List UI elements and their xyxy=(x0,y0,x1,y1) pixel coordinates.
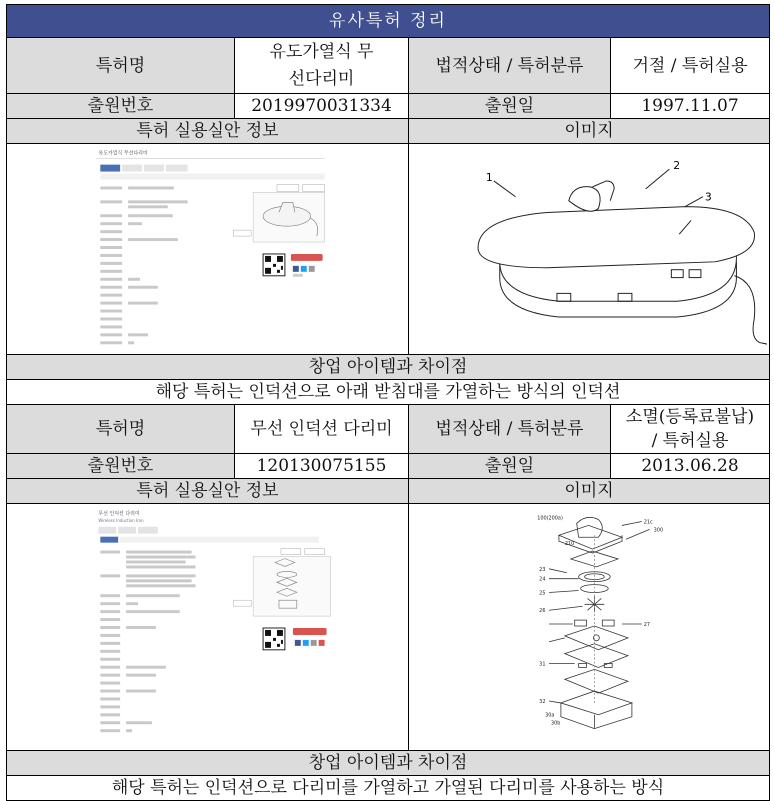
application-number: 120130075155 xyxy=(235,454,409,479)
ref-label-31: 31 xyxy=(539,661,546,668)
patent-info-label: 특허 실용실안 정보 xyxy=(7,479,409,504)
patent-db-screenshot xyxy=(7,504,409,751)
table-title: 유사특허 정리 xyxy=(7,5,770,38)
application-date-label: 출원일 xyxy=(409,94,611,119)
patent-name-label: 특허명 xyxy=(7,38,235,94)
patent-summary-sheet xyxy=(6,4,769,801)
application-number-label: 출원번호 xyxy=(7,94,235,119)
patent-name: 유도가열식 무선다리미 xyxy=(235,38,409,94)
ref-label-100: 100(200a) xyxy=(537,515,563,522)
image-label: 이미지 xyxy=(409,479,770,504)
application-date: 2013.06.28 xyxy=(611,454,770,479)
patent-drawing-2 xyxy=(409,504,770,751)
iron-on-base-drawing xyxy=(411,144,767,354)
screenshot-subtitle: Wireless Induction Iron xyxy=(98,517,144,523)
legal-status: 거절 / 특허실용 xyxy=(611,38,770,94)
kipris-screenshot-2 xyxy=(9,504,406,750)
ref-label-210: 210 xyxy=(564,541,575,548)
application-number-label: 출원번호 xyxy=(7,454,235,479)
patent-info-label: 특허 실용실안 정보 xyxy=(7,119,409,144)
drawing-thumbnail xyxy=(253,557,330,617)
exploded-iron-drawing xyxy=(411,504,767,750)
ref-label-21c: 21c xyxy=(643,519,653,526)
application-date-label: 출원일 xyxy=(409,454,611,479)
patent-name-label: 특허명 xyxy=(7,405,235,454)
application-date: 1997.11.07 xyxy=(611,94,770,119)
ref-label-27: 27 xyxy=(643,622,650,629)
kipris-screenshot-1 xyxy=(9,144,406,354)
ref-label-1: 1 xyxy=(485,170,493,184)
ref-label-32: 32 xyxy=(539,698,546,705)
ref-label-24: 24 xyxy=(539,576,546,583)
ref-label-25: 25 xyxy=(539,590,546,597)
patent-table xyxy=(6,4,770,801)
legal-status-label: 법적상태 / 특허분류 xyxy=(409,38,611,94)
startup-item-diff-label: 창업 아이템과 차이점 xyxy=(7,751,770,776)
ref-label-300: 300 xyxy=(653,527,663,534)
difference-text: 해당 특허는 인덕션으로 다리미를 가열하고 가열된 다리미를 사용하는 방식 xyxy=(7,776,770,801)
ref-label-3: 3 xyxy=(704,190,712,204)
legal-status: 소멸(등록료불납) / 특허실용 xyxy=(611,405,770,454)
image-label: 이미지 xyxy=(409,119,770,144)
ref-label-2: 2 xyxy=(673,159,681,173)
ref-label-30b: 30b xyxy=(551,720,561,727)
ref-label-26: 26 xyxy=(539,608,546,615)
ref-label-30a: 30a xyxy=(545,712,555,719)
patent-db-screenshot xyxy=(7,144,409,355)
qr-code xyxy=(263,628,285,650)
patent-name: 무선 인덕션 다리미 xyxy=(235,405,409,454)
difference-text: 해당 특허는 인덕션으로 아래 받침대를 가열하는 방식의 인덕션 xyxy=(7,380,770,405)
ref-label-23: 23 xyxy=(539,566,546,573)
startup-item-diff-label: 창업 아이템과 차이점 xyxy=(7,355,770,380)
patent-drawing-1 xyxy=(409,144,770,355)
qr-code xyxy=(263,254,285,276)
legal-status-label: 법적상태 / 특허분류 xyxy=(409,405,611,454)
application-number: 2019970031334 xyxy=(235,94,409,119)
screenshot-title: 무선 인덕션 다리미 xyxy=(98,510,140,517)
screenshot-title: 유도가열식 무선다리미 xyxy=(98,150,148,157)
